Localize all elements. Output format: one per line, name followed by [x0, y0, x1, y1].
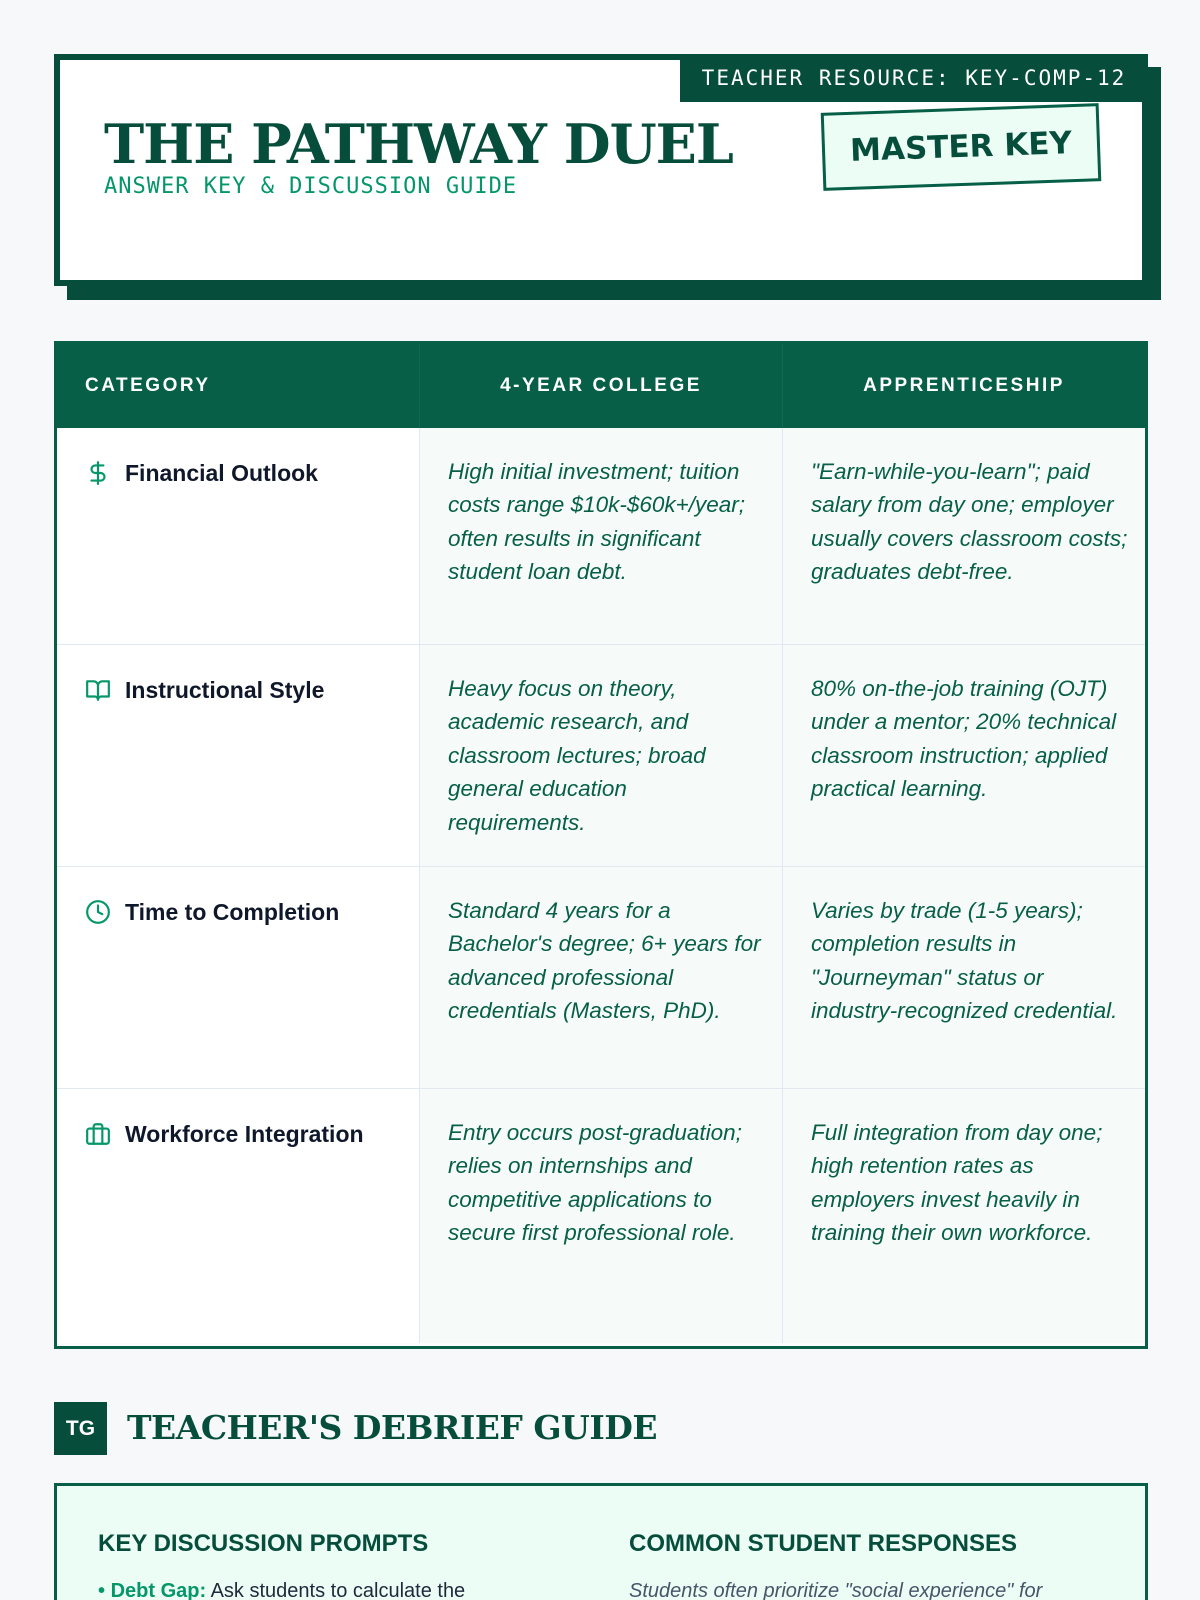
college-cell: Entry occurs post-graduation; relies on internships and competitive applications to secure first professional role. [420, 1089, 783, 1343]
tg-badge: TG [54, 1402, 107, 1455]
page-subtitle: ANSWER KEY & DISCUSSION GUIDE [104, 174, 518, 199]
book-icon [85, 677, 111, 703]
page-title: THE PATHWAY DUEL [104, 112, 733, 176]
category-label: Time to Completion [125, 899, 340, 925]
apprenticeship-cell: Full integration from day one; high retention rates as employers invest heavily in training their own workforce. [783, 1089, 1145, 1343]
prompt-key: Debt Gap: [110, 1580, 207, 1600]
table-header [57, 344, 1145, 428]
table-row [57, 428, 1145, 645]
student-responses-heading: COMMON STUDENT RESPONSES [629, 1530, 1018, 1557]
column-header-college: 4-YEAR COLLEGE [420, 344, 783, 428]
comparison-table [54, 341, 1148, 1349]
apprenticeship-cell: "Earn-while-you-learn"; paid salary from day one; employer usually covers classroom costs; graduates debt-free. [783, 428, 1145, 644]
column-header-apprenticeship: APPRENTICESHIP [863, 375, 1065, 396]
college-cell: Heavy focus on theory, academic research, and classroom lectures; broad general education requirements. [420, 645, 783, 866]
apprenticeship-cell: Varies by trade (1-5 years); completion results in "Journeyman" status or industry-recognized credential. [783, 867, 1145, 1088]
master-key-stamp: MASTER KEY [821, 103, 1102, 191]
briefcase-icon [85, 1121, 111, 1147]
prompt-text: Ask students to calculate the [210, 1580, 466, 1600]
category-cell [57, 428, 420, 644]
student-response-text: Students often prioritize "social experience" for [629, 1580, 1043, 1600]
category-cell [57, 645, 420, 866]
category-label: Financial Outlook [125, 460, 318, 486]
prompt-bullet: • [98, 1580, 106, 1600]
category-cell [57, 1089, 420, 1343]
category-cell [57, 867, 420, 1088]
college-cell: High initial investment; tuition costs range $10k-$60k+/year; often results in significant student loan debt. [420, 428, 783, 644]
category-label: Workforce Integration [125, 1121, 364, 1147]
header-card [54, 54, 1148, 286]
clock-icon [85, 899, 111, 925]
resource-tag: TEACHER RESOURCE: KEY-COMP-12 [680, 54, 1148, 102]
table-row [57, 645, 1145, 867]
college-cell: Standard 4 years for a Bachelor's degree; 6+ years for advanced professional credentials (Masters, PhD). [420, 867, 783, 1088]
debrief-box [54, 1483, 1148, 1600]
discussion-prompt-item [98, 1580, 465, 1600]
column-header-category: CATEGORY [57, 344, 420, 428]
debrief-title: TEACHER'S DEBRIEF GUIDE [127, 1408, 658, 1447]
apprenticeship-cell: 80% on-the-job training (OJT) under a mentor; 20% technical classroom instruction; applied practical learning. [783, 645, 1145, 866]
discussion-prompts-heading: KEY DISCUSSION PROMPTS [98, 1530, 429, 1557]
table-row [57, 867, 1145, 1089]
dollar-icon [85, 460, 111, 486]
category-label: Instructional Style [125, 677, 325, 703]
table-row [57, 1089, 1145, 1343]
